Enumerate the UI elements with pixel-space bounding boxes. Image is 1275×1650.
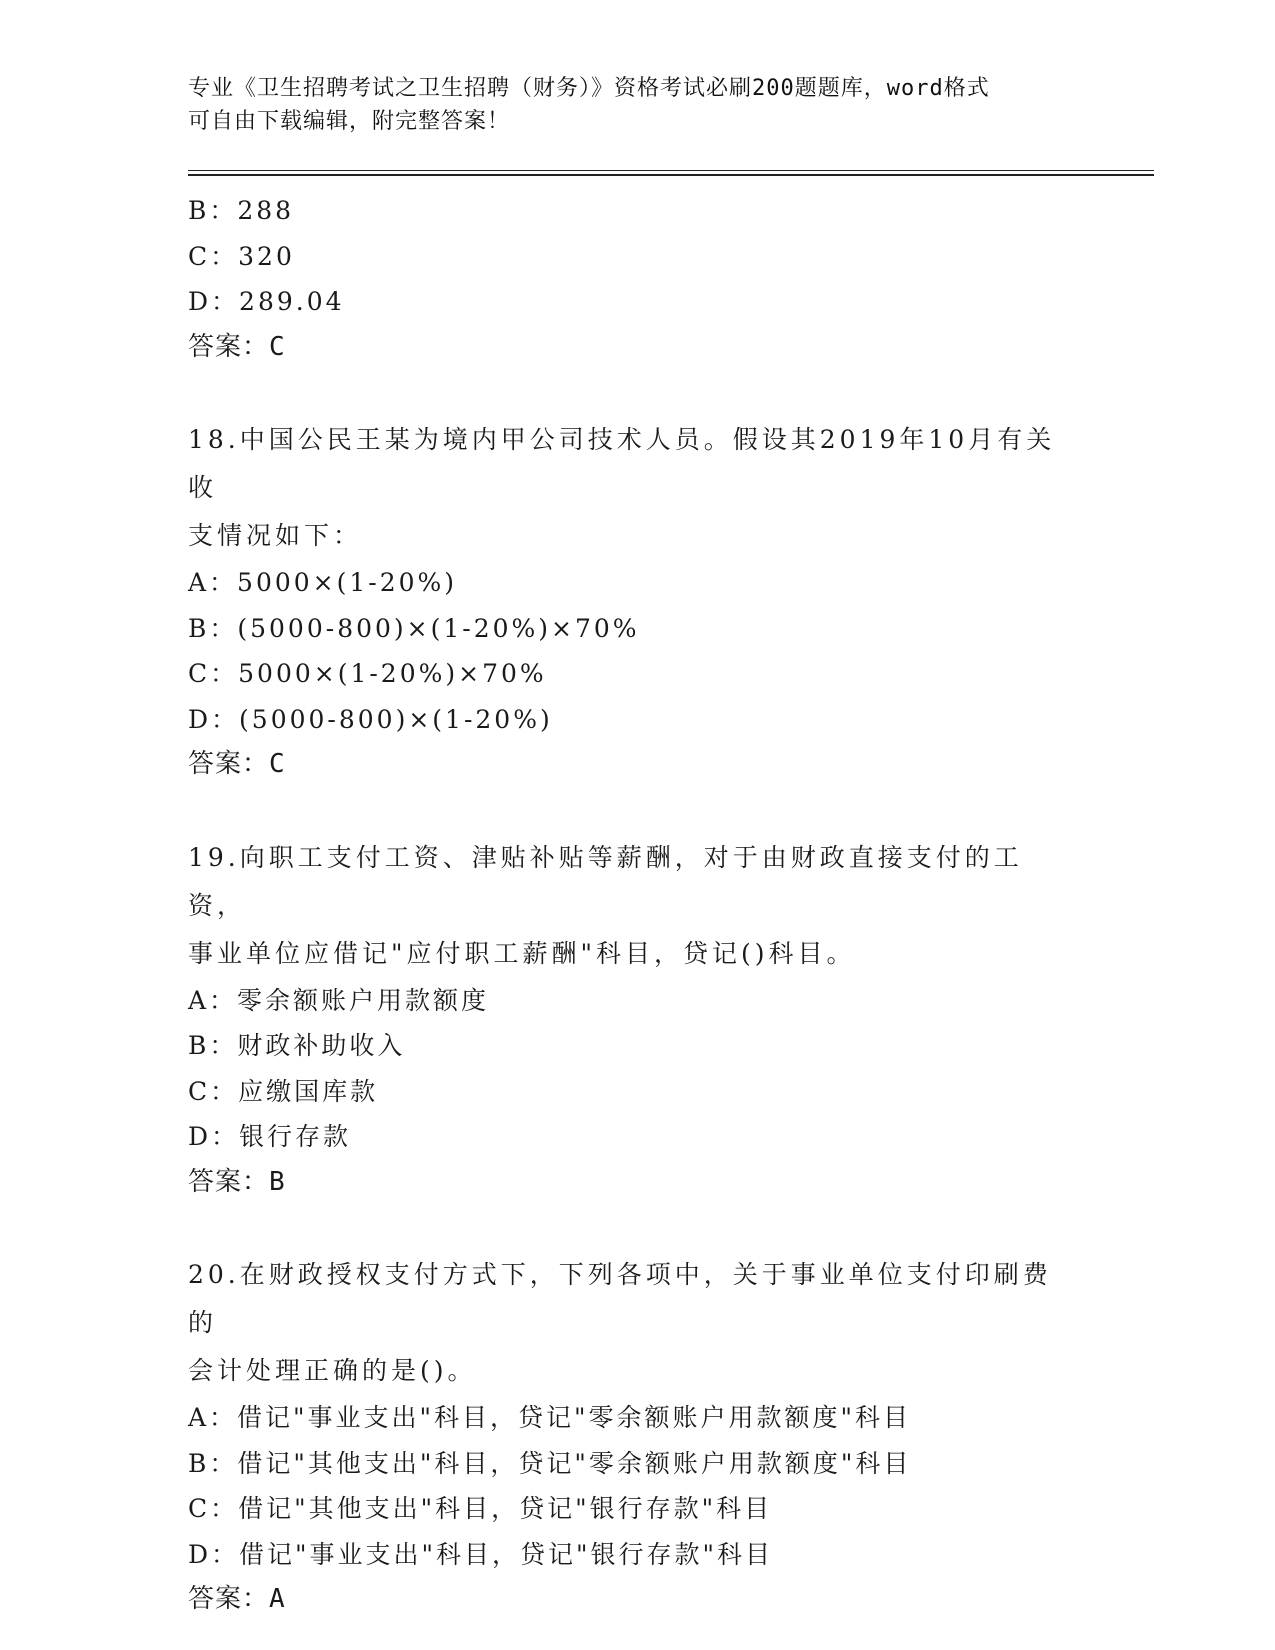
header-line-1: 专业《卫生招聘考试之卫生招聘（财务）》资格考试必刷200题题库，word格式 xyxy=(188,76,990,101)
option-c: C：应缴国库款 xyxy=(188,1076,379,1106)
option-b: B：财政补助收入 xyxy=(188,1031,406,1060)
header-rule-bottom xyxy=(188,174,1154,176)
header-rule-top xyxy=(188,170,1154,171)
document-header xyxy=(188,72,1088,138)
header-line-2: 可自由下载编辑，附完整答案！ xyxy=(188,109,511,134)
question-stem xyxy=(188,416,1068,560)
option-a: A：零余额账户用款额度 xyxy=(188,985,490,1015)
option-c: C：5000×(1-20%)×70% xyxy=(188,659,547,688)
answer-line: 答案：C xyxy=(188,331,286,362)
question-content xyxy=(188,188,1088,1623)
option-a: A：借记"事业支出"科目，贷记"零余额账户用款额度"科目 xyxy=(188,1403,912,1432)
option-b: B：借记"其他支出"科目，贷记"零余额账户用款额度"科目 xyxy=(188,1448,912,1478)
option-d: D：(5000-800)×(1-20%) xyxy=(188,704,553,734)
option-d: D：289.04 xyxy=(188,287,345,316)
question-19 xyxy=(188,834,1088,1206)
question-stem xyxy=(188,834,1068,978)
option-a: A：5000×(1-20%) xyxy=(188,568,458,597)
question-stem-line-2: 事业单位应借记"应付职工薪酬"科目，贷记()科目。 xyxy=(188,938,856,968)
question-stem-line-1: 18.中国公民王某为境内甲公司技术人员。假设其2019年10月有关收 xyxy=(188,425,1056,502)
question-spacer xyxy=(188,1205,1088,1251)
option-b: B：(5000-800)×(1-20%)×70% xyxy=(188,613,640,643)
option-d: D：银行存款 xyxy=(188,1122,352,1151)
option-d: D：借记"事业支出"科目，贷记"银行存款"科目 xyxy=(188,1539,774,1569)
answer-line: 答案：A xyxy=(188,1584,286,1614)
question-stem-line-1: 19.向职工支付工资、津贴补贴等薪酬，对于由财政直接支付的工资， xyxy=(188,842,1023,920)
question-spacer xyxy=(188,370,1088,416)
answer-line: 答案：B xyxy=(188,1166,286,1197)
question-stem xyxy=(188,1251,1068,1395)
answer-line: 答案：C xyxy=(188,749,286,779)
option-c: C：320 xyxy=(188,241,295,271)
previous-question-tail xyxy=(188,188,1088,370)
question-stem-line-2: 会计处理正确的是()。 xyxy=(188,1356,477,1385)
option-b: B：288 xyxy=(188,196,295,225)
question-stem-line-2: 支情况如下： xyxy=(188,521,363,550)
question-spacer xyxy=(188,788,1088,834)
question-18 xyxy=(188,416,1088,788)
option-c: C：借记"其他支出"科目，贷记"银行存款"科目 xyxy=(188,1494,773,1523)
question-stem-line-1: 20.在财政授权支付方式下，下列各项中，关于事业单位支付印刷费的 xyxy=(188,1260,1052,1337)
question-20 xyxy=(188,1251,1088,1623)
